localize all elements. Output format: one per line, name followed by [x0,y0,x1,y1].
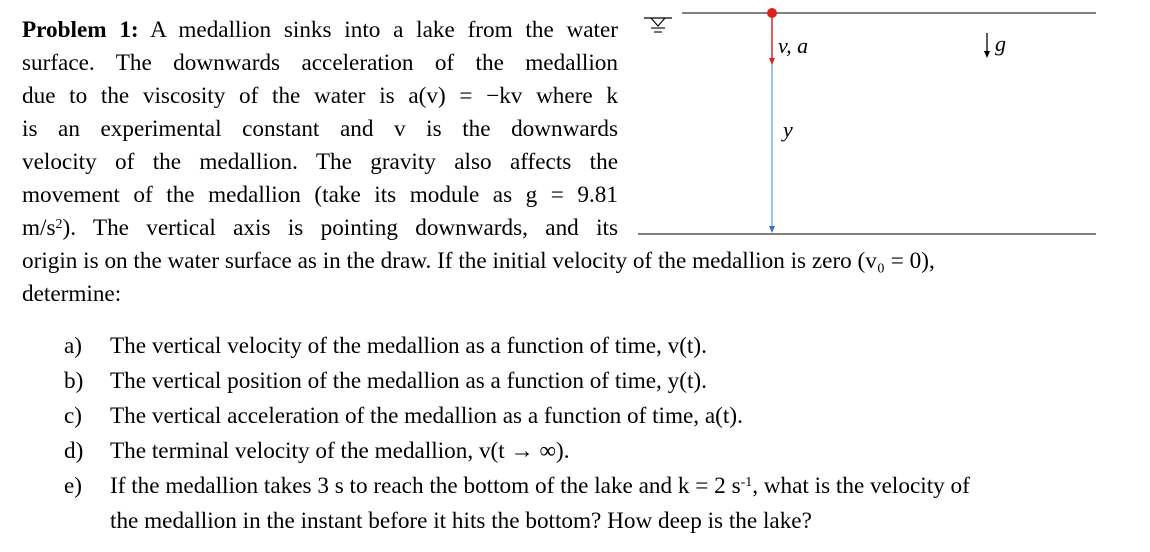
question-list [64,329,1134,539]
label-velocity-acceleration: v, a [778,33,809,58]
medallion-icon [767,8,777,18]
y-axis-arrowhead [769,226,775,233]
problem-line-7: $m/s^2$). The vertical axis is pointing downwards, and its [22,215,618,241]
question-d [64,434,1134,469]
question-a [64,329,1134,364]
question-letter: b) [64,368,84,394]
question-letter: a) [64,333,83,359]
question-text: The terminal velocity of the medallion, v(t → ∞). [110,438,570,464]
label-gravity: g [995,31,1006,56]
question-text: If the medallion takes 3 s to reach the bottom of the lake and k = 2 $s^{-1}$, what is the velocity of [110,473,970,499]
water-surface-symbol [644,18,672,32]
question-text: The vertical velocity of the medallion as a function of time, v(t). [110,333,707,359]
problem-line-3: due to the viscosity of the water is a(v) = −kv where k [22,83,618,109]
problem-line-4: is an experimental constant and v is the downwards [22,116,618,142]
question-e-continuation: the medallion in the instant before it hits the bottom? How deep is the lake? [110,508,812,534]
problem-line-6: movement of the medallion (take its module as g = 9.81 [22,182,618,208]
question-c [64,399,1134,434]
label-y-axis: y [783,117,793,142]
problem-line-2: surface. The downwards acceleration of the medallion [22,50,618,76]
question-text: The vertical acceleration of the medallion as a function of time, a(t). [110,403,743,429]
question-e [64,469,1134,504]
problem-line-5: velocity of the medallion. The gravity also affects the [22,149,618,175]
problem-statement [22,14,618,245]
lake-diagram [630,0,1110,245]
question-b [64,364,1134,399]
question-letter: c) [64,403,83,429]
problem-heading: Problem 1: [22,17,139,43]
question-letter: d) [64,438,84,464]
problem-continuation [22,245,1132,311]
problem-line-8: origin is on the water surface as in the draw. If the initial velocity of the medallion is zero (v₀ = 0), [22,248,935,274]
gravity-arrowhead [984,51,990,58]
problem-line-9: determine: [22,281,122,307]
question-text: The vertical position of the medallion as a function of time, y(t). [110,368,707,394]
question-letter: e) [64,473,83,499]
velocity-arrowhead [769,58,775,65]
problem-line-1: Problem 1: A medallion sinks into a lake from the water [22,17,618,43]
